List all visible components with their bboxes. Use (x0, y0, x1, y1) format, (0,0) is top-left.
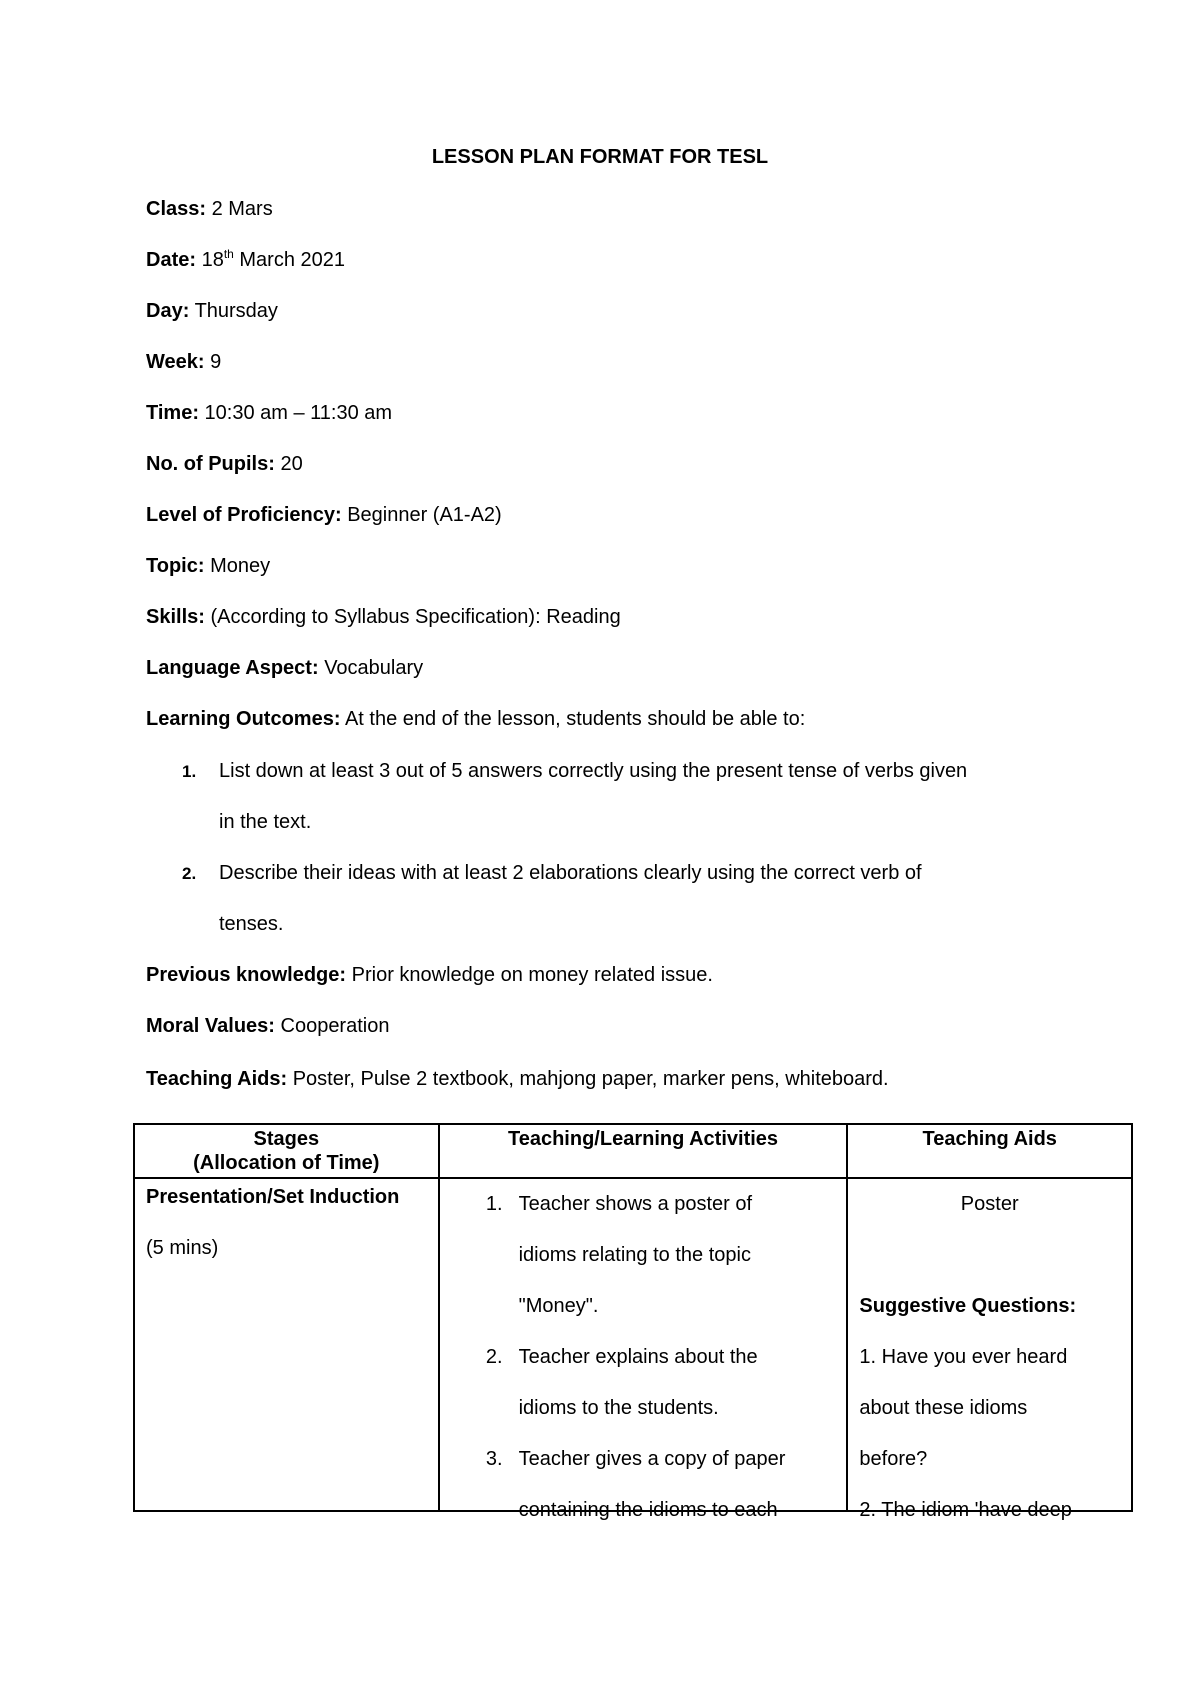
date-value-day: 18 (201, 249, 224, 271)
teaching-aids-value: Poster, Pulse 2 textbook, mahjong paper, marker pens, whiteboard. (292, 1068, 889, 1090)
outcome-1-text-cont: in the text. (219, 811, 312, 833)
outcome-2-number: 2. (182, 864, 197, 883)
class-label: Class: (146, 198, 207, 220)
activity-1-line3: "Money". (518, 1295, 599, 1317)
stage-time: (5 mins) (146, 1237, 219, 1259)
question-line-1: 1. Have you ever heard (859, 1346, 1068, 1368)
question-line-4: 2. The idiom 'have deep (859, 1499, 1072, 1521)
outcome-1-number: 1. (182, 762, 197, 781)
stage-cell (134, 1178, 439, 1511)
table-row (134, 1178, 1132, 1511)
date-value-month-year: March 2021 (233, 249, 346, 271)
moral-values-label: Moral Values: (146, 1015, 275, 1037)
suggestive-questions-heading: Suggestive Questions: (859, 1295, 1077, 1317)
date-field (146, 249, 345, 272)
header-activities: Teaching/Learning Activities (439, 1124, 848, 1178)
previous-knowledge-label: Previous knowledge: (146, 964, 347, 986)
date-value-suffix: th (223, 247, 234, 261)
time-value: 10:30 am – 11:30 am (204, 402, 393, 424)
moral-values-field (146, 1015, 389, 1038)
week-label: Week: (146, 351, 205, 373)
language-aspect-value: Vocabulary (324, 657, 424, 679)
skills-value: (According to Syllabus Specification): Reading (210, 606, 621, 628)
level-value: Beginner (A1-A2) (347, 504, 502, 526)
week-field (146, 351, 221, 374)
aid-poster: Poster (960, 1193, 1019, 1215)
aids-cell (847, 1178, 1132, 1521)
learning-outcomes-field (146, 708, 805, 731)
previous-knowledge-value: Prior knowledge on money related issue. (351, 964, 713, 986)
activity-3-number: 3. (485, 1448, 503, 1470)
skills-label: Skills: (146, 606, 205, 628)
previous-knowledge-field (146, 964, 713, 987)
header-stages (134, 1124, 439, 1178)
activity-3 (440, 1434, 847, 1536)
date-label: Date: (146, 249, 197, 271)
skills-field (146, 606, 621, 629)
outcome-2-text-cont: tenses. (219, 913, 284, 935)
class-value: 2 Mars (211, 198, 273, 220)
teaching-aids-field (146, 1068, 889, 1091)
header-stages-line1: Stages (253, 1128, 320, 1150)
day-label: Day: (146, 300, 190, 322)
teaching-aids-label: Teaching Aids: (146, 1068, 288, 1090)
table-header-row (134, 1124, 1132, 1178)
moral-values-value: Cooperation (280, 1015, 390, 1037)
level-field (146, 504, 502, 527)
activity-1-line1: Teacher shows a poster of (518, 1193, 753, 1215)
day-value: Thursday (194, 300, 278, 322)
learning-outcomes-value: At the end of the lesson, students should be able to: (344, 708, 806, 730)
learning-outcomes-label: Learning Outcomes: (146, 708, 341, 730)
outcome-1-text: List down at least 3 out of 5 answers correctly using the present tense of verbs given (219, 760, 968, 782)
level-label: Level of Proficiency: (146, 504, 342, 526)
language-aspect-field (146, 657, 423, 680)
pupils-label: No. of Pupils: (146, 453, 275, 475)
pupils-field (146, 453, 303, 476)
lesson-plan-table (133, 1123, 1133, 1521)
day-field (146, 300, 278, 323)
time-field (146, 402, 392, 425)
class-field (146, 198, 273, 221)
stage-name: Presentation/Set Induction (146, 1186, 400, 1208)
activity-3-line2: containing the idioms to each (518, 1499, 778, 1521)
time-label: Time: (146, 402, 199, 424)
question-line-3: before? (859, 1448, 928, 1470)
activity-1-number: 1. (485, 1193, 503, 1215)
header-teaching-aids: Teaching Aids (847, 1124, 1132, 1178)
activity-2-number: 2. (485, 1346, 503, 1368)
topic-label: Topic: (146, 555, 205, 577)
page-title: LESSON PLAN FORMAT FOR TESL (431, 146, 769, 168)
topic-value: Money (210, 555, 271, 577)
week-value: 9 (210, 351, 222, 373)
activity-1-line2: idioms relating to the topic (518, 1244, 751, 1266)
language-aspect-label: Language Aspect: (146, 657, 319, 679)
outcome-2-text: Describe their ideas with at least 2 elaborations clearly using the correct verb of (219, 862, 922, 884)
activity-1 (440, 1179, 847, 1332)
activity-3-line1: Teacher gives a copy of paper (518, 1448, 786, 1470)
activity-2 (440, 1332, 847, 1434)
header-stages-line2: (Allocation of Time) (193, 1152, 380, 1174)
activity-2-line2: idioms to the students. (518, 1397, 719, 1419)
topic-field (146, 555, 270, 578)
activity-2-line1: Teacher explains about the (518, 1346, 758, 1368)
activities-cell (439, 1178, 848, 1521)
pupils-value: 20 (280, 453, 303, 475)
question-line-2: about these idioms (859, 1397, 1028, 1419)
